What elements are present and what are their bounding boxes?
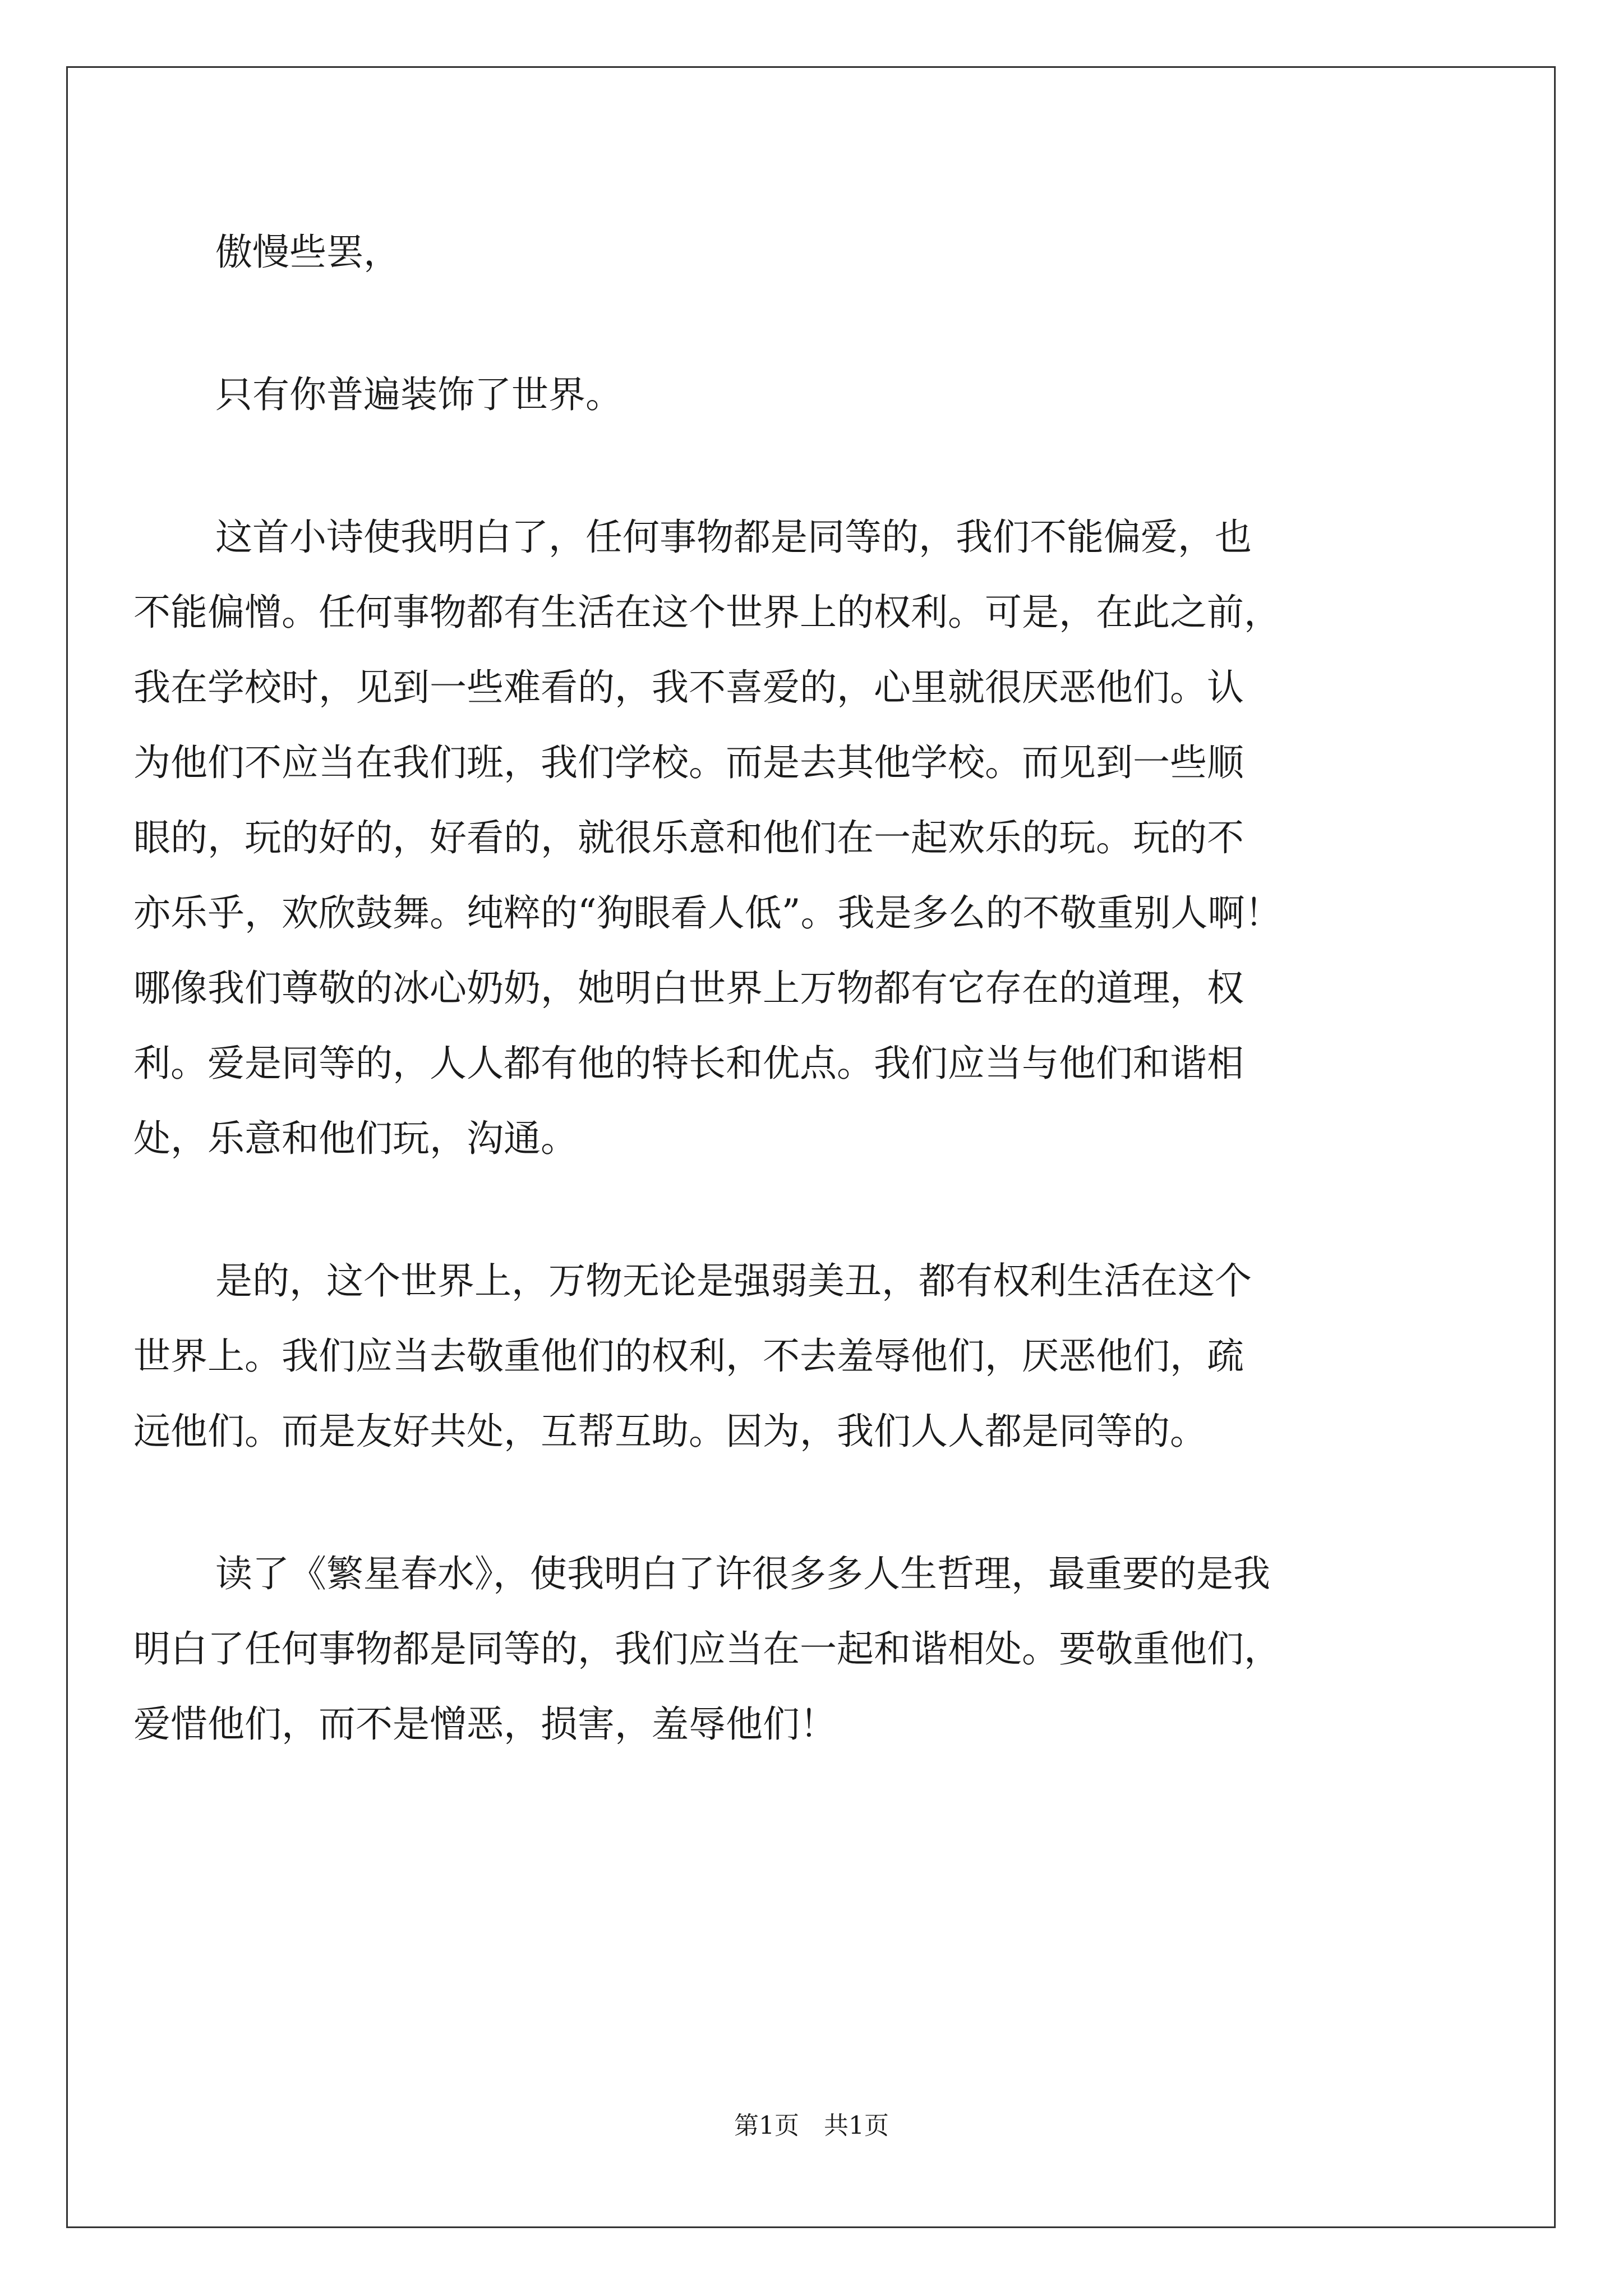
text-line: 亦乐乎，欢欣鼓舞。纯粹的“狗眼看人低”。我是多么的不敬重别人啊！ [133,891,1282,935]
text-line: 只有你普遍装饰了世界。 [215,373,623,416]
text-line: 读了《繁星春水》，使我明白了许很多多人生哲理，最重要的是我 [215,1552,1270,1595]
text-line: 哪像我们尊敬的冰心奶奶，她明白世界上万物都有它存在的道理，权 [133,967,1244,1010]
text-line: 不能偏憎。任何事物都有生活在这个世界上的权利。可是，在此之前， [133,591,1281,634]
page-total: 共1页 [824,2111,889,2140]
paragraph [133,357,1491,432]
text-line: 世界上。我们应当去敬重他们的权利，不去羞辱他们，厌恶他们，疏 [133,1335,1244,1378]
text-line: 为他们不应当在我们班，我们学校。而是去其他学校。而见到一些顺 [133,741,1244,784]
text-line: 明白了任何事物都是同等的，我们应当在一起和谐相处。要敬重他们， [133,1627,1281,1671]
text-line: 是的，这个世界上，万物无论是强弱美丑，都有权利生活在这个 [215,1259,1252,1303]
text-line: 利。爱是同等的，人人都有他的特长和优点。我们应当与他们和谐相 [133,1042,1244,1085]
document-body [133,215,1491,1762]
page-number: 第1页 [734,2111,799,2140]
text-line: 这首小诗使我明白了，任何事物都是同等的，我们不能偏爱，也 [215,516,1252,559]
paragraph [133,1244,1491,1469]
text-line: 爱惜他们，而不是憎恶，损害，羞辱他们！ [133,1703,837,1746]
text-line: 眼的，玩的好的，好看的，就很乐意和他们在一起欢乐的玩。玩的不 [133,816,1244,859]
page-footer [0,2109,1623,2143]
paragraph [133,500,1491,1176]
paragraph [133,1536,1491,1762]
text-line: 傲慢些罢， [215,231,400,274]
text-line: 远他们。而是友好共处，互帮互助。因为，我们人人都是同等的。 [133,1410,1207,1453]
text-line: 处，乐意和他们玩，沟通。 [133,1117,578,1160]
text-line: 我在学校时，见到一些难看的，我不喜爱的，心里就很厌恶他们。认 [133,666,1244,709]
paragraph [133,215,1491,290]
